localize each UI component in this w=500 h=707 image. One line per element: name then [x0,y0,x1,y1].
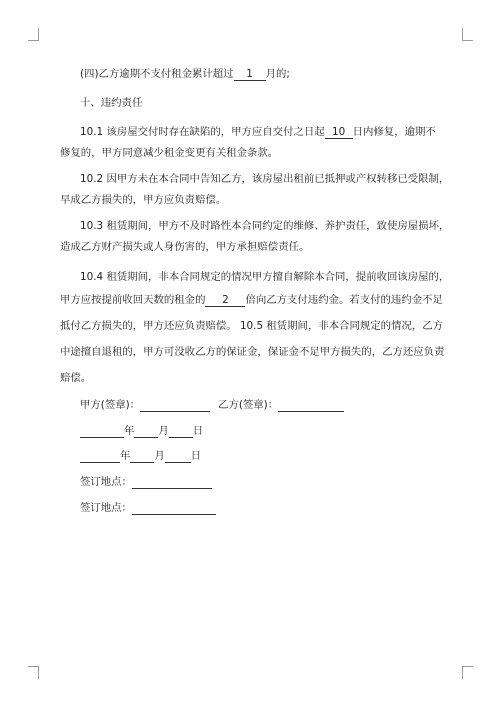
clause-text: 倍向乙方支付违约金。若支付的违约金不足 [245,294,443,306]
clause-10-1 [80,126,436,139]
day-label: 日 [190,450,202,462]
clause-10-5-cont: 中途擅自退租的，甲方可没收乙方的保证金，保证金不足甲方损失的，乙方还应负责 [60,346,445,358]
party-b-label: 乙方(签章)： [218,399,279,411]
day-blank [165,451,191,463]
month-label: 月 [158,425,169,437]
month-blank [134,426,158,438]
year-blank [80,426,124,438]
clause-10-4: 10.4 租赁期间，非本合同规定的情况甲方擅自解除本合同，提前收回该房屋的， [80,271,450,283]
signature-date-b [80,450,201,463]
clause-text: (四)乙方逾期不支付租金累计超过 [80,68,234,80]
corner-mark-bottom-right [462,666,473,679]
place-blank [132,477,212,489]
clause-text: 10.1 该房屋交付时存在缺陷的，甲方应自交付之日起 [80,126,325,138]
corner-mark-top-right [462,28,473,41]
month-label: 月 [154,450,165,462]
clause-text: 月的; [265,68,290,80]
party-b-signature-line [278,400,344,412]
month-blank [130,451,154,463]
clause-10-4-cont [60,294,443,307]
clause-10-3: 10.3 租赁期间，甲方不及时路性本合同约定的维修、养护责任，致使房屋损坏， [80,220,450,232]
fill-blank-months: 1 [234,69,266,81]
year-label: 年 [120,450,131,462]
signing-place-b [80,502,216,515]
clause-10-1-cont: 修复的，甲方同意减少租金变更有关租金条款。 [60,147,279,159]
day-label: 日 [192,425,204,437]
clause-text: 日内修复，逾期不 [352,126,436,138]
clause-10-4-10-5: 抵付乙方损失的，甲方还应负责赔偿。 10.5 租赁期间，非本合同规定的情况，乙方 [60,320,444,332]
fill-blank-days: 10 [325,127,353,139]
clause-10-5-end: 赔偿。 [60,372,92,384]
signature-date-a [80,425,203,438]
section-heading: 十、违约责任 [80,97,143,109]
place-label: 签订地点： [80,502,132,514]
signing-place-a [80,476,212,489]
clause-10-3-cont: 造成乙方财产损失或人身伤害的，甲方承担赔偿责任。 [60,241,310,253]
corner-mark-top-left [28,28,39,41]
clause-10-2: 10.2 因甲方未在本合同中告知乙方，该房屋出租前已抵押或产权转移已受限制， [80,173,450,185]
party-a-signature-line [140,400,210,412]
clause-overdue-rent [80,68,290,81]
place-blank [132,503,216,515]
year-blank [80,451,120,463]
day-blank [169,426,193,438]
signature-parties [80,399,344,412]
fill-blank-multiplier: 2 [205,295,245,307]
year-label: 年 [124,425,135,437]
clause-10-2-cont: 早成乙方损失的，甲方应负责赔偿。 [60,194,227,206]
place-label: 签订地点： [80,476,132,488]
party-a-label: 甲方(签章)： [80,399,141,411]
clause-text: 甲方应按提前收回天数的租金的 [60,294,206,306]
corner-mark-bottom-left [28,666,39,679]
